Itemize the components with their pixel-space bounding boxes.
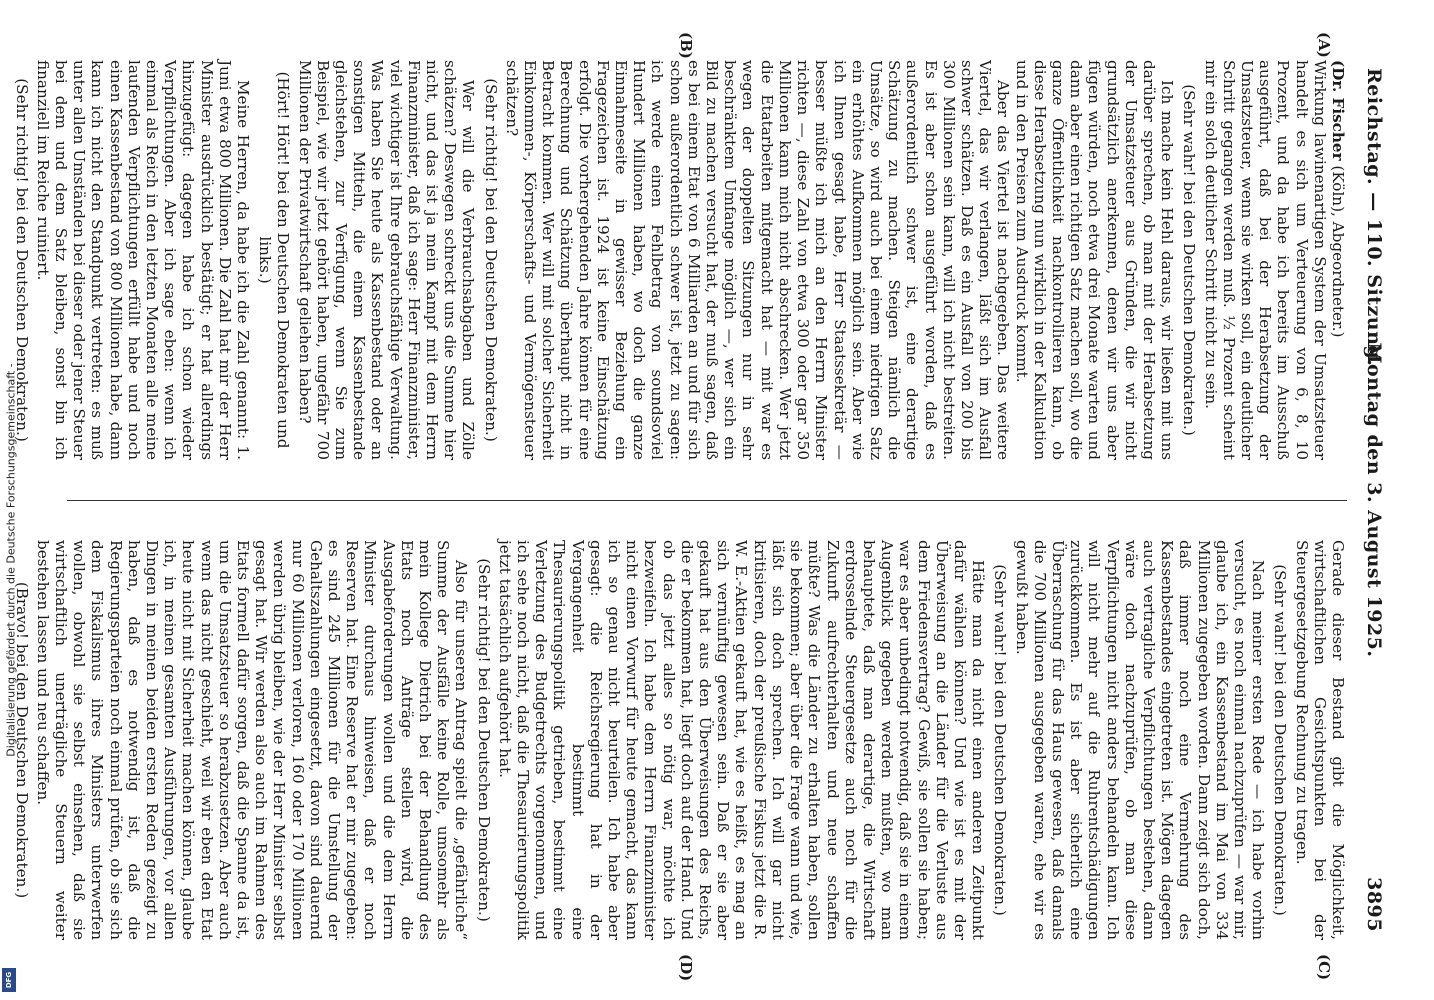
dfg-logo-text: DFG <box>5 971 13 989</box>
interjection: (Sehr wahr! bei den Deutschen Demokraten.) <box>1271 564 1290 916</box>
header-session: Reichstag. — 110. Sitzung. <box>1363 68 1385 367</box>
interjection: (Hört! Hört! bei den Deutschen Demokraten und links.) <box>256 71 293 449</box>
column-divider <box>67 500 1347 501</box>
interjection: (Bravo! bei den Deutschen Demokraten.) <box>12 581 31 899</box>
paragraph: Ich mache kein Hehl daraus, wir ließen mit uns darüber sprechen, ob man mit der Herabsetzung der Umsatzsteuer aus Gründen, die wir nicht grundsätzlich anerkennen, denen wir uns aber fügen würden, noch etwa drei Monate warten und dann aber einen richtigen Satz machen soll, wo die ganze Öffentlichkeit nachkontrollieren kann, ob diese Herabsetzung nun wirklich in der Kalkulation und in den Preisen zum Ausdruck kommt. <box>1012 60 1177 460</box>
margin-marker-a: (A) <box>1315 32 1333 58</box>
footer-credit-text: Digitalisierung gefördert durch die Deutsche Forschungsgemeinschaft - <box>4 363 18 757</box>
interjection: (Sehr wahr! bei den Deutschen Demokraten.) <box>991 564 1010 916</box>
paragraph: Gerade dieser Bestand gibt die Möglichkeit, wirtschaftlichen Gesichtspunkten bei der Steuergesetzgebung Rechnung zu tragen. <box>1292 540 1347 940</box>
paragraph: Aber das Viertel ist nachgegeben. Das weitere Viertel, das wir verlangen, läßt sich im Ausfall schwer schätzen. Daß es ein Ausfall von 200 bis 300 Millionen sein kann, will ich nicht bestreiten. Es ist aber schon ausgeführt worden, daß es außerordentlich schwer ist, eine derartige Schätzung zu machen. Steigen nämlich die Umsätze, so wird auch bei einem niedrigen Satz ein erhöhtes Aufkommen möglich sein. Aber wie ich Ihnen gesagt habe, Herr Staatssekretär — besser müßte ich mich an den Herrn Minister richten —, diese Zahl von etwa 300 oder gar 350 Millionen kann mich nicht abschrecken. Wer jetzt die Etatarbeiten mitgemacht hat — mit war es wegen der doppelten Sitzungen nur in sehr beschränktem Umfange möglich —, wer sich ein Bild zu machen versucht hat, der muß sagen, daß es bei einem Etat von 6 Milliarden an und für sich schon außerordentlich schwer ist, jetzt zu sagen: ich werde einen Fehlbetrag von soundsoviel Hundert Millionen haben, wo doch die ganze Einnahmeseite in gewisser Beziehung ein Fragezeichen ist. 1924 ist keine Einschätzung erfolgt. Die vorhergehenden Jahre können für eine Berechnung und Schätzung überhaupt nicht in Betracht kommen. Wer will mit solcher Sicherheit Einkommen-, Körperschafts- und Vermögensteuer schätzen? <box>502 60 1013 460</box>
header-page-number: 3895 <box>1363 877 1385 932</box>
left-text-column <box>12 60 1347 460</box>
margin-marker-d: (D) <box>677 954 695 982</box>
margin-marker-c: (C) <box>1315 954 1333 981</box>
dfg-logo <box>2 968 16 992</box>
speaker-line <box>1329 60 1347 460</box>
paragraph: Meine Herren, da habe ich die Zahl genannt: 1. Juni etwa 800 Millionen. Die Zahl hat mir der Herr Minister ausdrücklich bestätigt; er hat allerdings hinzugefügt: dagegen habe ich schon wieder Verpflichtungen. Aber ich sage eben: wenn ich einmal als Reich in den letzten Monaten alle meine laufenden Verpflichtungen erfüllt habe und noch einen Kassenbestand von 800 Millionen habe, dann kann ich nicht den Standpunkt vertreten: es muß unter allen Umständen bei dieser oder jener Steuer bei dem und dem Satz bleiben, sonst bin ich finanziell im Reiche ruiniert. <box>33 60 253 460</box>
page-header <box>1357 20 1385 980</box>
paragraph: Wer will die Verbrauchsabgaben und Zölle schätzen? Deswegen schreckt uns die Summe hier nicht, und das ist ja mein Kampf mit dem Herrn Finanzminister, daß ich sage: Herr Finanzminister, viel wichtiger ist Ihre gebrauchsfähige Verwaltung. Was haben Sie heute als Kassenbestand oder an sonstigen Mitteln, die einem Kassenbestande gleichstehen, zur Verfügung, wenn Sie zum Beispiel, wie wir jetzt gehört haben, ungefähr 700 Millionen der Privatwirtschaft geliehen haben? <box>295 60 478 460</box>
speaker-affiliation: (Köln), Abgeordneter.) <box>1329 160 1347 338</box>
interjection: (Sehr richtig! bei den Deutschen Demokraten.) <box>12 78 31 442</box>
paragraph: Wirkung lawinenartigen System der Umsatzsteuer handelt es sich um Verteuerung von 6, 8, 10 Prozent, und da habe ich bereits im Ausschuß ausgeführt, daß bei der Herabsetzung der Umsatzsteuer, wenn sie wirken soll, ein deutlicher Schritt gegangen werden muß. ½ Prozent scheint mir ein solch deutlicher Schritt nicht zu sein. <box>1201 60 1329 460</box>
paragraph: Nach meiner ersten Rede — ich habe vorhin versucht, es noch einmal nachzuprüfen — war mir, glaube ich, ein Kassenbestand im Mai von 334 Millionen zugegeben worden. Dann zeigt sich doch, daß immer noch eine Vermehrung des Kassenbestandes eingetreten ist. Mögen dagegen auch vertragliche Verpflichtungen bestehen, dann wäre doch nachzuprüfen, ob man diese Verpflichtungen nicht anders behandeln kann. Ich will nicht mehr auf die Ruhrentschädigungen zurückkommen. Es ist aber sicherlich eine Überraschung für das Haus gewesen, daß damals die 700 Millionen ausgegeben waren, ehe wir es gewußt haben. <box>1012 540 1268 940</box>
interjection: (Sehr richtig! bei den Deutschen Demokraten.) <box>481 78 500 442</box>
paragraph: Also für unseren Antrag spielt die „gefährliche“ Summe der Ausfälle keine Rolle, umsomehr als mein Kollege Dietrich bei der Behandlung des Etats noch Anträge stellen wird, die Ausgabeforderungen wollen und die dem Herrn Minister durchaus hinweisen, daß er noch Reserven hat. Eine Reserve hat er mir zugegeben: es sind 245 Millionen für die Umstellung der Gehaltszahlungen eingesetzt, davon sind dauernd nur 60 Millionen verloren, 160 oder 170 Millionen werden übrig bleiben, wie der Herr Minister selbst gesagt hat. Wir werden also auch im Rahmen des Etats formell dafür sorgen, daß die Spanne da ist, um die Umsatzsteuer so herabzusetzen. Aber auch wenn das nicht geschieht, weil wir eben den Etat heute nicht mit Sicherheit machen können, glaube ich, in meinen gesamten Ausführungen, vor allen Dingen in meinen beiden ersten Reden gezeigt zu haben, daß es notwendig ist, daß die Regierungsparteien noch einmal prüfen, ob sie sich dem Fiskalismus ihres Ministers unterwerfen wollen, obwohl sie selbst einsehen, daß sie wirtschaftlich unerträgliche Steuern weiter bestehen lassen und neu schaffen. <box>33 540 471 940</box>
header-date: Montag den 3. August 1925. <box>1363 342 1385 658</box>
interjection: (Sehr richtig! bei den Deutschen Demokraten.) <box>474 558 493 922</box>
speaker-name: (Dr. Fischer <box>1329 60 1347 161</box>
interjection: (Sehr wahr! bei den Deutschen Demokraten.) <box>1180 84 1199 436</box>
margin-marker-b: (B) <box>677 32 695 59</box>
rotated-document-page <box>12 20 1395 982</box>
digitization-footer <box>2 130 20 990</box>
paragraph: Hätte man da nicht einen anderen Zeitpunkt dafür wählen können? Und wie ist es mit der Überweisung an die Länder für die Verluste aus dem Friedensvertrag? Gewiß, sie sollen sie haben; war es aber unbedingt notwendig, daß sie in einem Augenblick gegeben werden mußten, wo man behauptete, daß man derartige, die Wirtschaft erdrosselnde Steuergesetze auch noch für die Zukunft aufrechterhalten und neue schaffen müßte? Was die Länder zu erhalten haben, sollen sie bekommen; aber über die Frage wann und wie, läßt sich doch sprechen. Ich will gar nicht kritisieren, doch der preußische Fiskus jetzt die R. W. E.-Aktien gekauft hat, wie es heißt, es mag an sich vernünftig gewesen sein. Daß er sie aber gekauft hat aus den Überweisungen des Reichs, die er bekommen hat, liegt doch auf der Hand. Und ob das jetzt alles so nötig war, möchte ich bezweifeln. Ich habe dem Herrn Finanzminister nicht einen Vorwurf für heute gemacht, das kann ich so genau nicht beurteilen. Ich habe aber gesagt: die Reichsregierung hat in der Vergangenheit bestimmt eine Thesaurierungspolitik getrieben, bestimmt eine Verletzung des Budgetrechts vorgenommen, und ich sehe noch nicht, daß die Thesaurierungspolitik jetzt tatsächlich aufgehört hat. <box>495 540 988 940</box>
right-text-column <box>12 540 1347 940</box>
